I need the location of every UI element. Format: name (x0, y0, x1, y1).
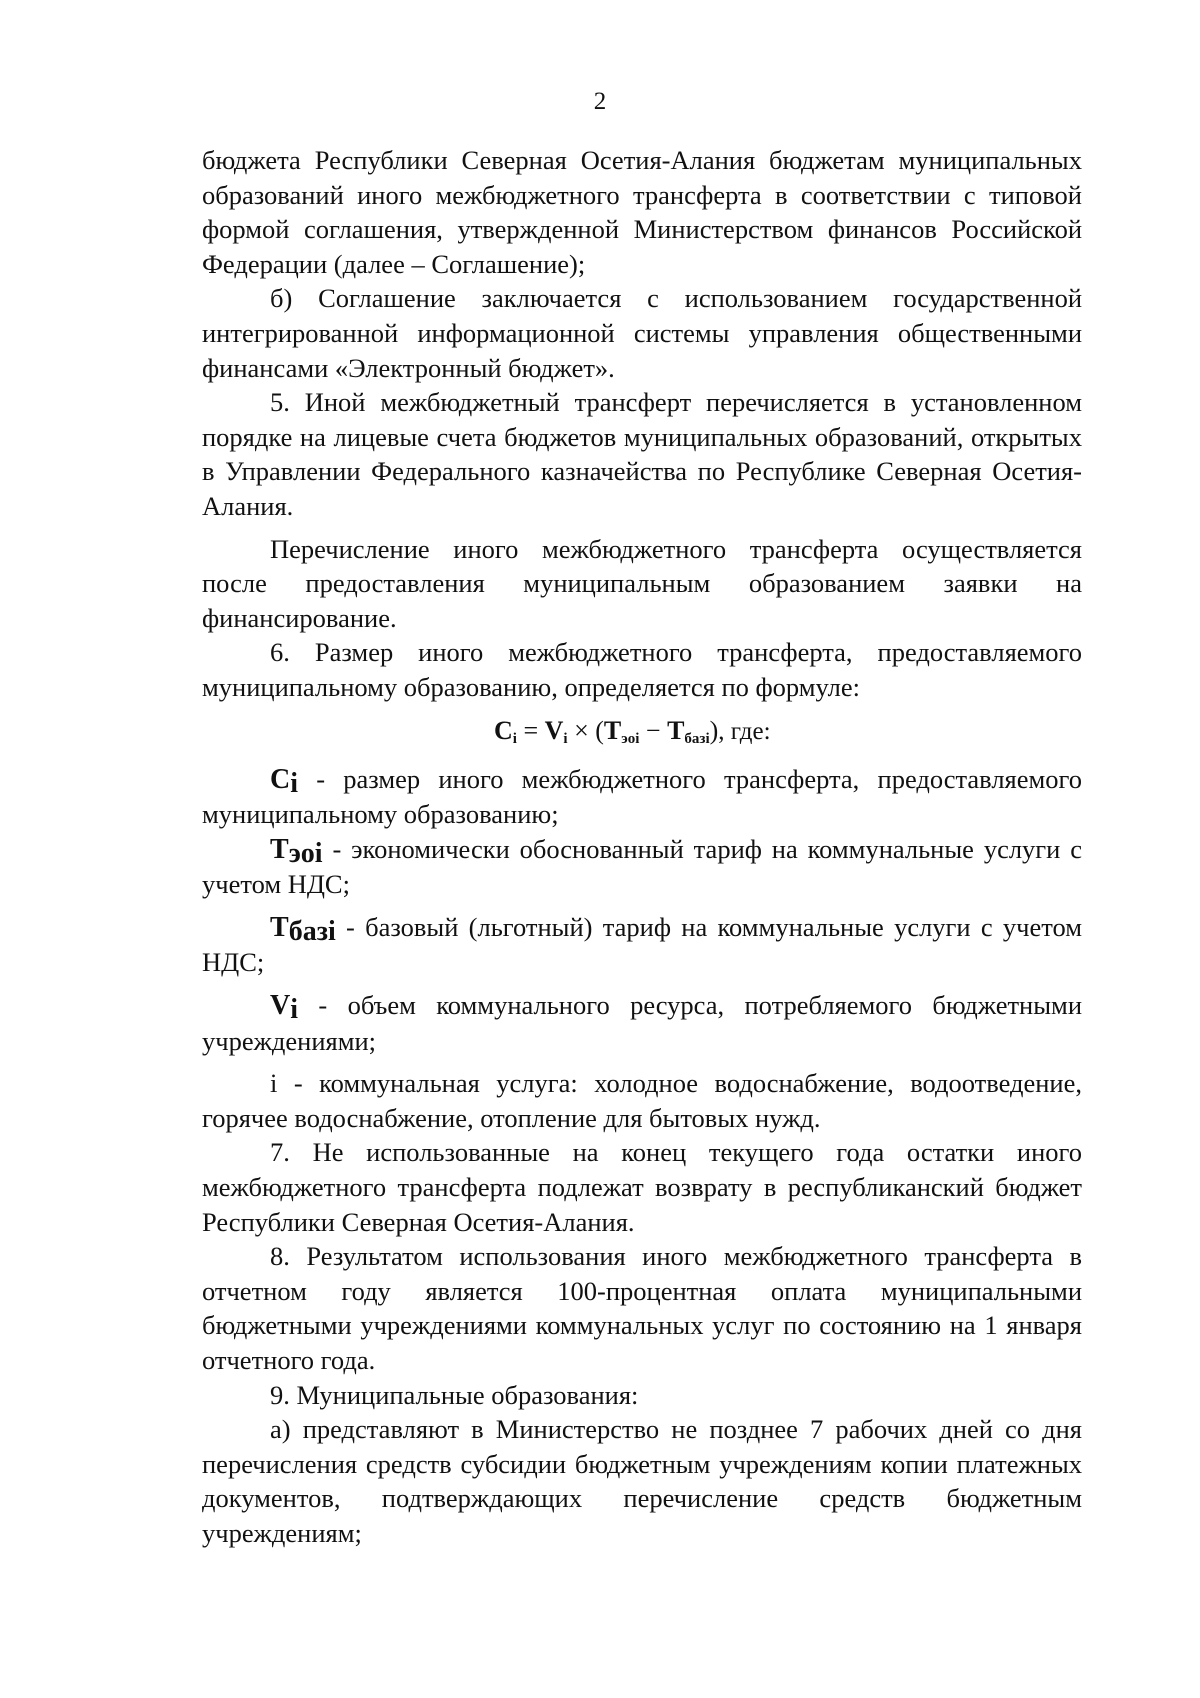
definition-i-text: - коммунальная услуга: холодное водоснабжение, водоотведение, горячее водоснабжение, отопление для бытовых нужд. (202, 1068, 1082, 1133)
formula-t1: T (603, 715, 622, 745)
definition-v-sub: i (290, 994, 299, 1026)
formula-t2-sub: базi (684, 730, 710, 747)
formula-minus: − (639, 715, 668, 745)
definition-t-bazi-text: - базовый (льготный) тариф на коммунальные услуги с учетом НДС; (202, 911, 1082, 978)
definition-c (202, 762, 1082, 832)
page-number: 2 (593, 88, 607, 115)
definition-t-eoi-sub: эoi (288, 837, 323, 869)
formula-times: × ( (567, 715, 604, 745)
definition-t-eoi-text: - экономически обоснованный тариф на коммунальные услуги с учетом НДС; (202, 833, 1082, 900)
paragraph-clause-5: 5. Иной межбюджетный трансферт перечисляется в установленном порядке на лицевые счета бюджетов муниципальных образований, открытых в Управлении Федерального казначейства по Республике Северная Осетия-Алания. (202, 387, 1082, 521)
definition-c-symbol: C (270, 763, 291, 795)
definition-v-text: - объем коммунального ресурса, потребляемого бюджетными учреждениями; (202, 990, 1082, 1056)
definition-t-bazi-sub: базi (288, 915, 336, 947)
definition-v (202, 988, 1082, 1058)
definition-t-eoi-symbol: T (270, 833, 289, 865)
paragraph-transfer-request: Перечисление иного межбюджетного трансферта осуществляется после предоставления муниципальным образованием заявки на финансирование. (202, 533, 1082, 633)
definition-c-sub: i (290, 767, 299, 799)
definition-c-text: - размер иного межбюджетного трансферта, предоставляемого муниципальному образованию; (202, 763, 1082, 830)
formula-c-sub: i (512, 730, 517, 747)
formula-eq: = (516, 715, 545, 745)
formula-t2: T (667, 715, 685, 745)
formula-close: ) (709, 715, 719, 745)
paragraph-clause-7: 7. Не использованные на конец текущего года остатки иного межбюджетного трансферта подлежат возврату в республиканский бюджет Республики Северная Осетия-Алания. (202, 1137, 1082, 1237)
formula (202, 711, 1082, 752)
paragraph-clause-8: 8. Результатом использования иного межбюджетного трансферта в отчетном году является 100-процентная оплата муниципальными бюджетными учреждениями коммунальных услуг по состоянию на 1 января отчетного года. (202, 1241, 1082, 1375)
paragraph-clause-6: 6. Размер иного межбюджетного трансферта, предоставляемого муниципальному образованию, определяется по формуле: (202, 637, 1082, 702)
definition-t-bazi (202, 910, 1082, 980)
formula-v: V (544, 715, 564, 745)
formula-v-sub: i (563, 730, 568, 747)
document-body (202, 143, 1082, 1551)
definition-i (202, 1066, 1082, 1135)
formula-where: , где: (718, 717, 771, 745)
definition-v-symbol: V (270, 990, 291, 1022)
paragraph-agreement-form: бюджета Республики Северная Осетия-Алания бюджетам муниципальных образований иного межбюджетного трансферта в соответствии с типовой формой соглашения, утвержденной Министерством финансов Российской Федерации (далее – Соглашение); (202, 145, 1082, 279)
definition-i-symbol: i (270, 1068, 278, 1099)
paragraph-clause-9: 9. Муниципальные образования: (270, 1379, 639, 1410)
formula-c: C (494, 715, 513, 745)
definition-t-eoi (202, 832, 1082, 902)
paragraph-clause-9a: а) представляют в Министерство не позднее 7 рабочих дней со дня перечисления средств субсидии бюджетным учреждениям копии платежных документов, подтверждающих перечисление средств бюджетным учреждениям; (202, 1414, 1082, 1548)
definition-t-bazi-symbol: T (270, 911, 289, 943)
paragraph-electronic-budget: б) Соглашение заключается с использованием государственной интегрированной информационной системы управления общественными финансами «Электронный бюджет». (202, 283, 1082, 383)
formula-t1-sub: эoi (621, 730, 640, 747)
